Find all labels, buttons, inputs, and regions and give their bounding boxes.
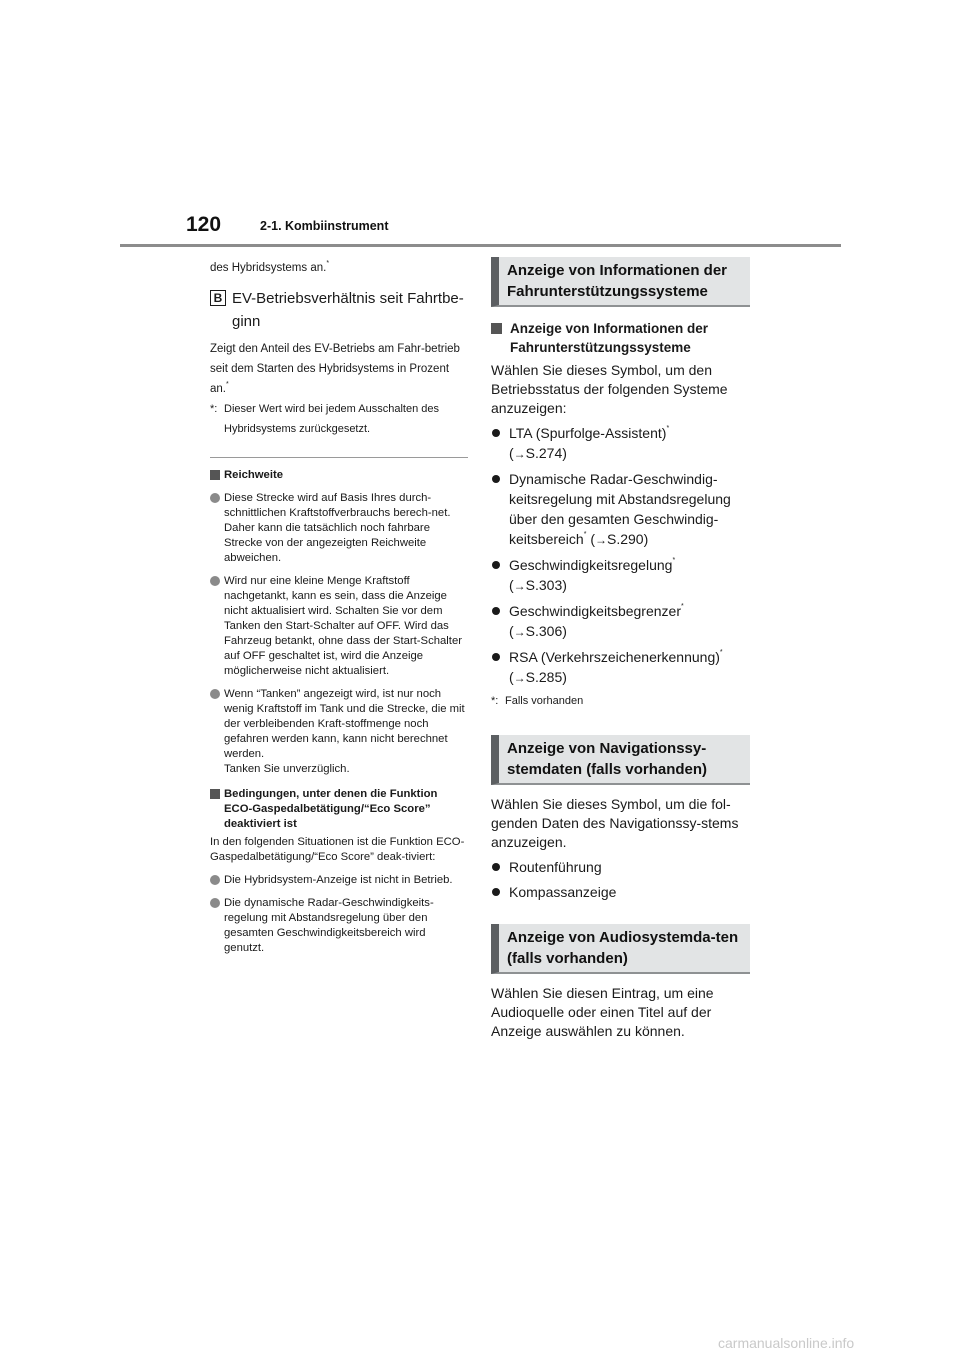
audio-intro: Wählen Sie diesen Eintrag, um eine Audioquelle oder einen Titel auf der Anzeige auswählen zu können.: [491, 985, 714, 1039]
bullet-icon: [492, 561, 500, 569]
navigation-intro: Wählen Sie dieses Symbol, um die fol-genden Daten des Navigationssy-stems anzuzeigen.: [491, 796, 739, 850]
circle-bullet-icon: [210, 493, 220, 503]
circle-bullet-icon: [210, 576, 220, 586]
section-header-audio: Anzeige von Audiosystemda-ten (falls vorhanden): [491, 924, 750, 974]
watermark: carmanualsonline.info: [718, 1335, 855, 1351]
item-b-text: Zeigt den Anteil des EV-Betriebs am Fahr-betrieb seit dem Starten des Hybridsystems in Prozent an.*: [210, 343, 460, 395]
section-divider: [210, 457, 468, 458]
page-ref[interactable]: S.285: [525, 669, 563, 685]
square-bullet-icon: [491, 323, 502, 334]
square-bullet-icon: [210, 470, 220, 480]
chapter-title: 2-1. Kombiinstrument: [260, 219, 389, 233]
footnote-text: Dieser Wert wird bei jedem Ausschalten des Hybridsystems zurückgesetzt.: [224, 403, 440, 435]
page-ref[interactable]: S.303: [525, 577, 563, 593]
bullet-icon: [492, 607, 500, 615]
page-ref[interactable]: S.290: [607, 531, 644, 547]
left-column: [210, 258, 468, 956]
bullet-icon: [492, 888, 500, 896]
bullet-icon: [492, 475, 500, 483]
item-b: [210, 287, 468, 333]
circle-bullet-icon: [210, 875, 220, 885]
list-item: Geschwindigkeitsregelung* (→S.303): [491, 555, 750, 596]
circle-bullet-icon: [210, 898, 220, 908]
eco-heading: Bedingungen, unter denen die Funktion ECO-Gaspedalbetätigung/“Eco Score” deaktiviert ist: [210, 787, 468, 832]
page-ref[interactable]: S.306: [525, 623, 563, 639]
circle-bullet-icon: [210, 689, 220, 699]
footnote-mark: *:: [491, 695, 499, 707]
header-rule: [120, 244, 841, 247]
page-ref[interactable]: S.274: [525, 445, 563, 461]
page-number: 120: [186, 213, 222, 236]
assist-sub-heading: Anzeige von Informationen der Fahrunterstützungssysteme: [491, 319, 750, 357]
footnote: [210, 399, 468, 439]
list-item: RSA (Verkehrszeichenerkennung)* (→S.285): [491, 647, 750, 688]
list-item: Die Hybridsystem-Anzeige ist nicht in Betrieb.: [210, 873, 468, 888]
section-header-navigation: Anzeige von Navigationssy-stemdaten (falls vorhanden): [491, 735, 750, 785]
assist-intro: Wählen Sie dieses Symbol, um den Betriebsstatus der folgenden Systeme anzuzeigen:: [491, 362, 728, 416]
intro-line: des Hybridsystems an.*: [210, 260, 330, 274]
item-b-title: EV-Betriebsverhältnis seit Fahrtbe-ginn: [232, 290, 464, 330]
item-b-badge: B: [210, 290, 226, 306]
list-item: Die dynamische Radar-Geschwindigkeits-regelung mit Abstandsregelung über den gesamten Geschwindigkeitsbereich wird genutzt.: [210, 896, 468, 956]
bullet-icon: [492, 653, 500, 661]
bullet-icon: [492, 429, 500, 437]
square-bullet-icon: [210, 789, 220, 799]
list-item: Dynamische Radar-Geschwindig-keitsregelung mit Abstandsregelung über den gesamten Geschwindig-keitsbereich* (→S.290): [491, 469, 750, 550]
right-column: [491, 257, 750, 1041]
footnote-text: Falls vorhanden: [505, 695, 584, 707]
section-header-assist: Anzeige von Informationen der Fahrunterstützungssysteme: [491, 257, 750, 307]
eco-intro: In den folgenden Situationen ist die Funktion ECO-Gaspedalbetätigung/“Eco Score” deak-tiviert:: [210, 836, 465, 863]
list-item: Routenführung: [491, 857, 750, 877]
list-item: Wenn “Tanken” angezeigt wird, ist nur noch wenig Kraftstoff im Tank und die Strecke, die mit der verbleibenden Kraft-stoffmenge noch gefahren werden kann, kann nicht berechnet werden. Tanken Sie unverzüglich.: [210, 687, 468, 777]
bullet-icon: [492, 863, 500, 871]
list-item: Kompassanzeige: [491, 882, 750, 902]
list-item: Wird nur eine kleine Menge Kraftstoff nachgetankt, kann es sein, dass die Anzeige nicht aktualisiert wird. Schalten Sie vor dem Tanken den Start-Schalter auf OFF. Wird das Fahrzeug betankt, ohne dass der Start-Schalter auf OFF geschaltet ist, wird die Anzeige möglicherweise nicht aktualisiert.: [210, 574, 468, 679]
list-item: LTA (Spurfolge-Assistent)* (→S.274): [491, 423, 750, 464]
list-item: Diese Strecke wird auf Basis Ihres durch-schnittlichen Kraftstoffverbrauchs berech-net. Daher kann die tatsächlich noch fahrbare Strecke von der angezeigten Reichweite abweichen.: [210, 491, 468, 566]
list-item: Geschwindigkeitsbegrenzer* (→S.306): [491, 601, 750, 642]
footnote: [491, 694, 750, 709]
footnote-mark: *:: [210, 403, 218, 415]
reichweite-heading: Reichweite: [210, 468, 468, 483]
